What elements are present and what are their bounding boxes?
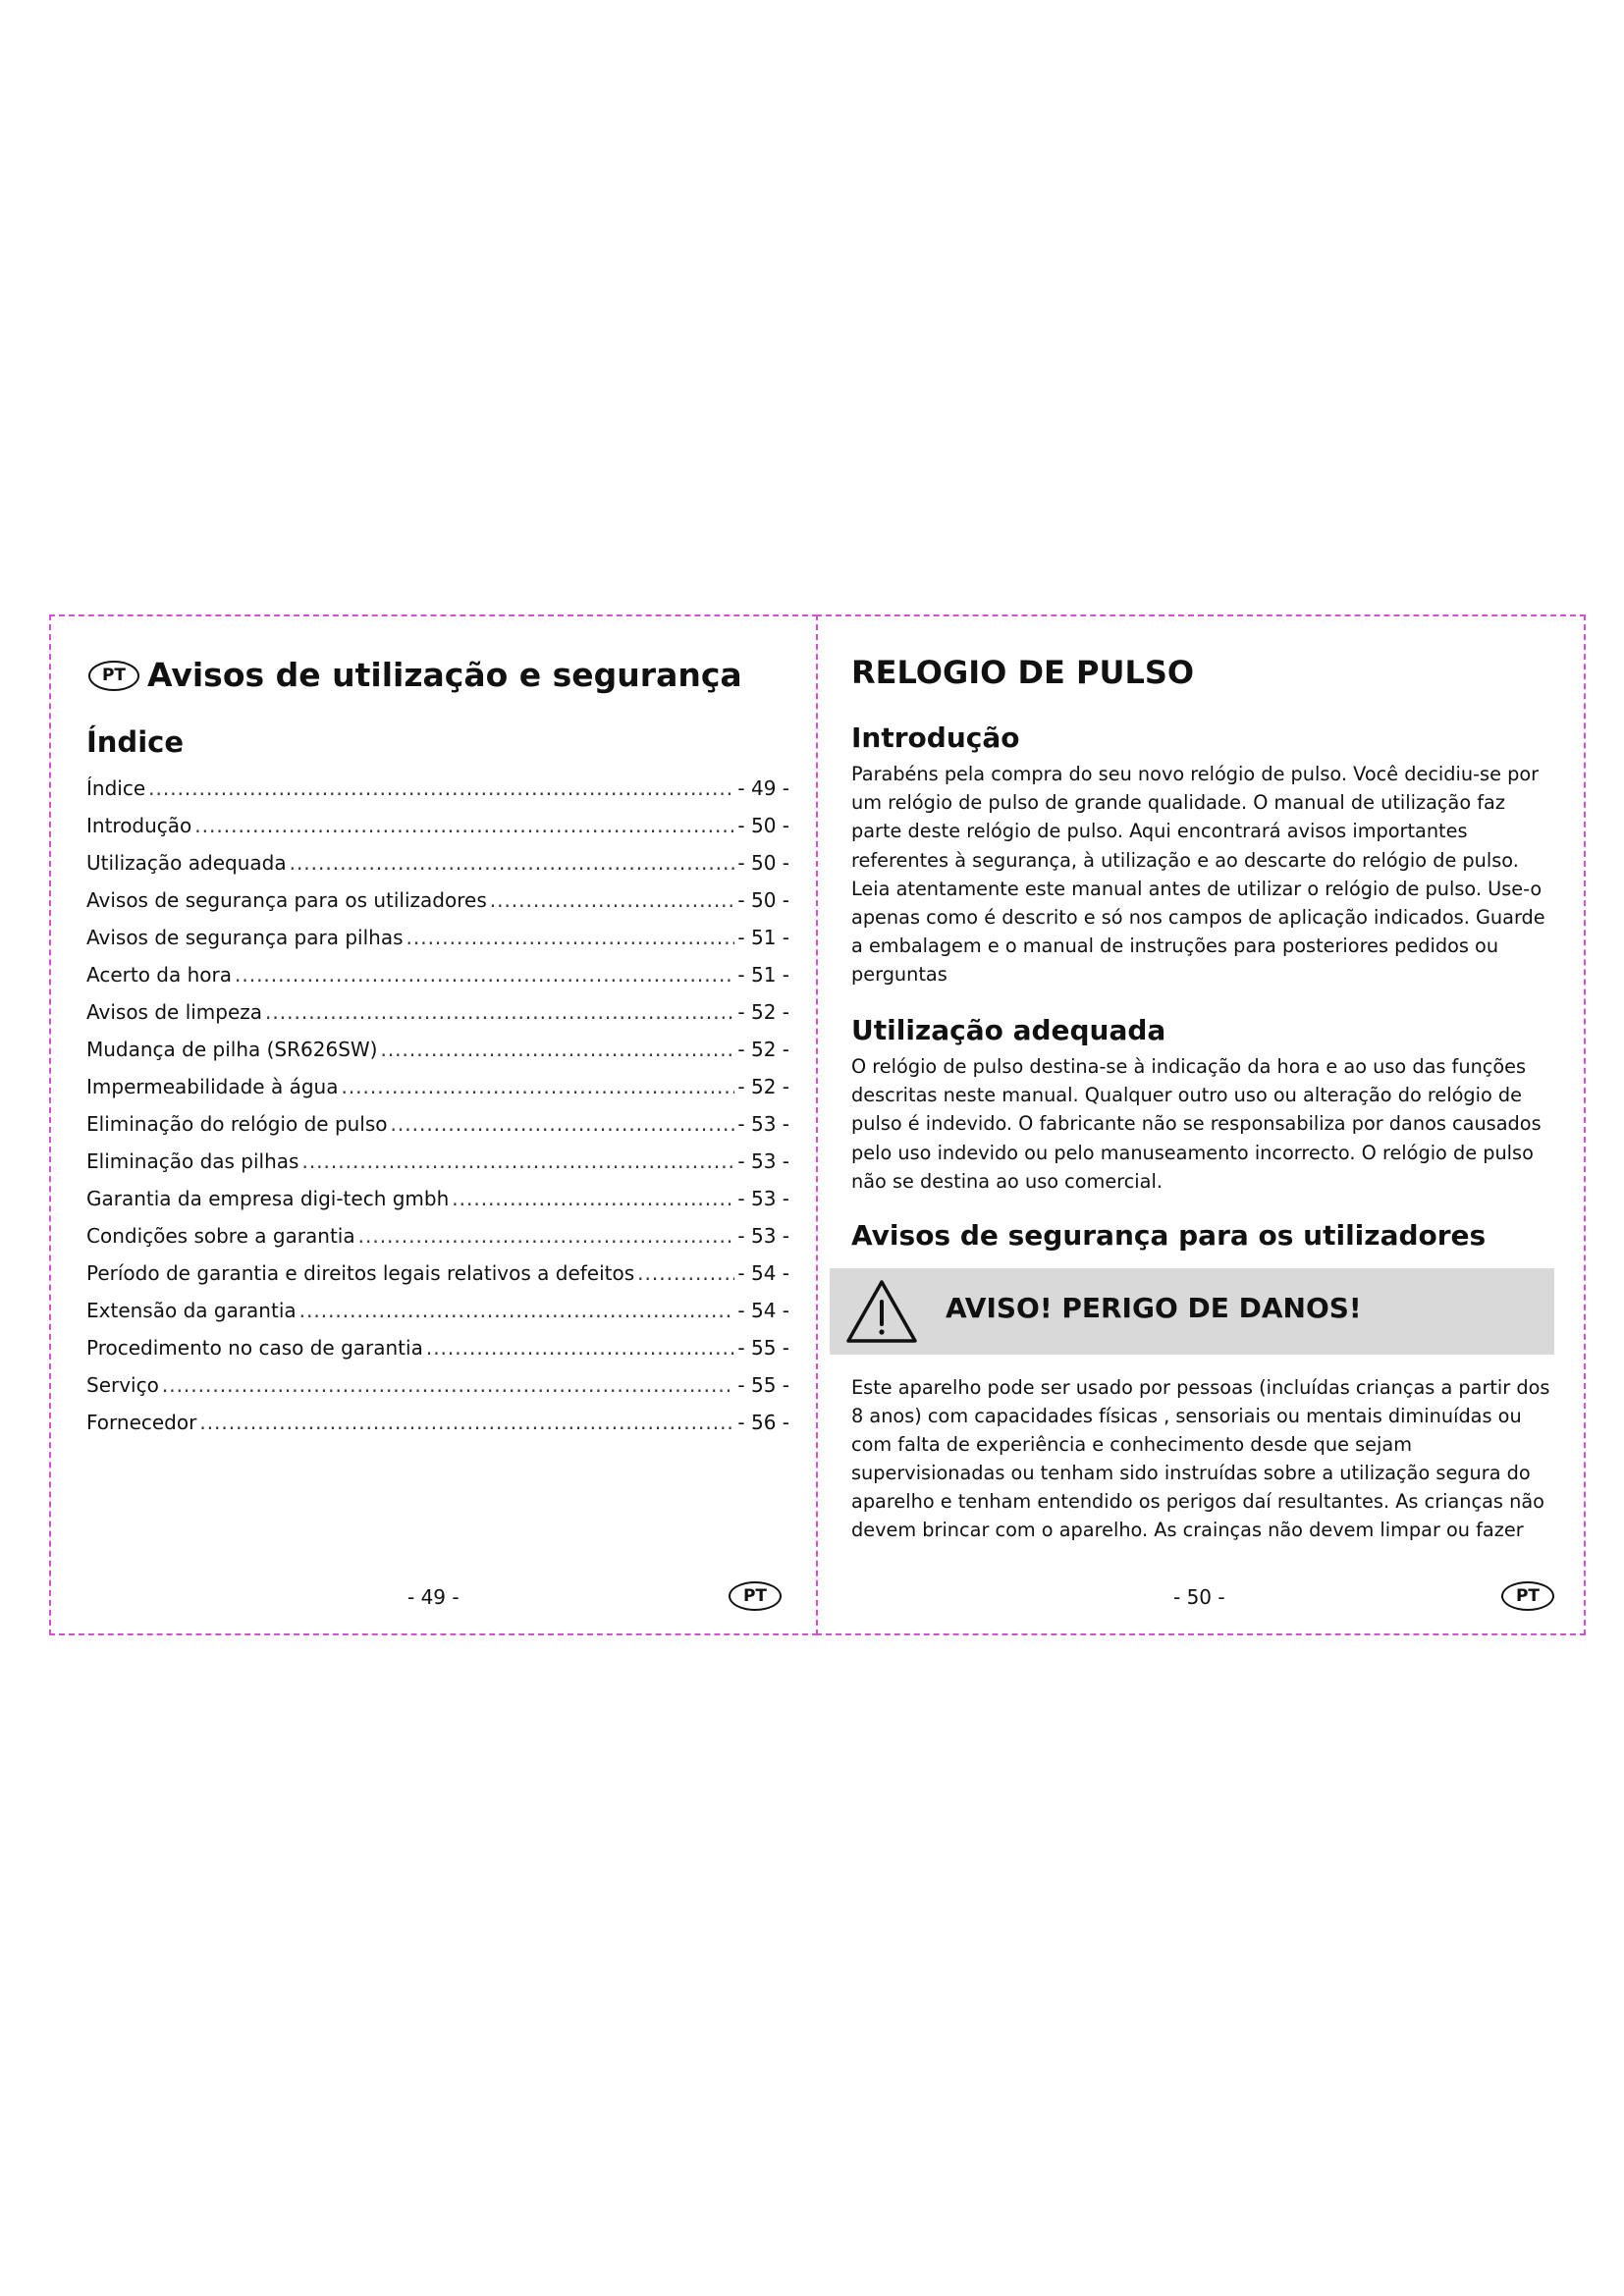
toc-entry-page: - 50 -	[737, 888, 789, 912]
toc-leader-dots	[637, 1255, 734, 1292]
toc-entry-page: - 53 -	[737, 1224, 789, 1248]
toc-leader-dots	[391, 1105, 735, 1143]
toc-entry-page: - 55 -	[737, 1373, 789, 1397]
toc-leader-dots	[299, 1292, 735, 1329]
toc-entry[interactable]	[86, 1031, 789, 1068]
toc-leader-dots	[194, 807, 734, 844]
toc-entry[interactable]	[86, 1292, 789, 1329]
footer-language-badge: PT	[1501, 1581, 1554, 1611]
document-title-text: Avisos de utilização e segurança	[147, 656, 742, 694]
toc-leader-dots	[426, 1329, 735, 1366]
toc-leader-dots	[235, 956, 734, 993]
toc-leader-dots	[301, 1143, 734, 1180]
toc-leader-dots	[148, 770, 734, 807]
toc-entry-title: Avisos de limpeza	[86, 1000, 263, 1024]
toc-entry-page: - 51 -	[737, 926, 789, 949]
toc-entry-title: Avisos de segurança para os utilizadores	[86, 888, 487, 912]
toc-entry-title: Acerto da hora	[86, 963, 232, 987]
product-title: RELOGIO DE PULSO	[851, 654, 1195, 691]
toc-entry-page: - 52 -	[737, 1000, 789, 1024]
toc-entry-title: Utilização adequada	[86, 851, 287, 875]
toc-entry-title: Índice	[86, 776, 146, 800]
warning-triangle-icon	[845, 1278, 918, 1345]
toc-entry-title: Período de garantia e direitos legais relativos a defeitos	[86, 1261, 635, 1285]
toc-leader-dots	[199, 1404, 734, 1441]
toc-leader-dots	[380, 1031, 734, 1068]
toc-entry[interactable]	[86, 844, 789, 881]
toc-leader-dots	[290, 844, 735, 881]
toc-leader-dots	[452, 1180, 734, 1217]
toc-entry-title: Serviço	[86, 1373, 159, 1397]
toc-leader-dots	[265, 993, 734, 1031]
safety-heading: Avisos de segurança para os utilizadores	[851, 1219, 1487, 1252]
warning-text: AVISO! PERIGO DE DANOS!	[946, 1292, 1362, 1324]
left-page	[49, 614, 818, 1635]
toc-entry[interactable]	[86, 807, 789, 844]
toc-entry[interactable]	[86, 1143, 789, 1180]
toc-entry[interactable]	[86, 1255, 789, 1292]
toc-entry-page: - 54 -	[737, 1299, 789, 1322]
toc-entry[interactable]	[86, 1404, 789, 1441]
toc-entry[interactable]	[86, 1329, 789, 1366]
usage-heading: Utilização adequada	[851, 1014, 1166, 1046]
toc-entry-page: - 53 -	[737, 1112, 789, 1136]
toc-entry-title: Impermeabilidade à água	[86, 1075, 339, 1098]
toc-entry-page: - 53 -	[737, 1187, 789, 1210]
right-page	[816, 614, 1586, 1635]
toc-entry-page: - 56 -	[737, 1411, 789, 1434]
page-number: - 50 -	[1173, 1585, 1225, 1609]
usage-paragraph: O relógio de pulso destina-se à indicação da hora e ao uso das funções descritas neste manual. Qualquer outro uso ou alteração do relógio de pulso é indevido. O fabricante não se responsabiliza por danos causados pelo uso indevido ou pelo manuseamento incorrecto. O relógio de pulso não se destina ao uso comercial.	[851, 1055, 1542, 1193]
introduction-paragraph: Parabéns pela compra do seu novo relógio de pulso. Você decidiu-se por um relógio de pulso de grande qualidade. O manual de utilização faz parte deste relógio de pulso. Aqui encontrará avisos importantes referentes à segurança, à utilização e ao descarte do relógio de pulso. Leia atentamente este manual antes de utilizar o relógio de pulso. Use-o apenas como é descrito e só nos campos de aplicação indicados. Guarde a embalagem e o manual de instruções para posteriores pedidos ou perguntas	[851, 763, 1545, 987]
toc-entry[interactable]	[86, 956, 789, 993]
toc-entry-page: - 49 -	[737, 776, 789, 800]
toc-entry[interactable]	[86, 1068, 789, 1105]
language-badge: PT	[88, 661, 139, 691]
toc-entry-page: - 50 -	[737, 814, 789, 837]
warning-paragraph: Este aparelho pode ser usado por pessoas (incluídas crianças a partir dos 8 anos) com capacidades físicas , sensoriais ou mentais diminuídas ou com falta de experiência e conhecimento desde que sejam supervisionadas ou tenham sido instruídas sobre a utilização segura do aparelho e tenham entendido os perigos daí resultantes. As crianças não devem brincar com o aparelho. As crainças não devem limpar ou fazer	[851, 1376, 1550, 1541]
toc-entry-title: Garantia da empresa digi-tech gmbh	[86, 1187, 450, 1210]
toc-entry-page: - 50 -	[737, 851, 789, 875]
table-of-contents	[86, 770, 789, 1441]
toc-entry-title: Introdução	[86, 814, 192, 837]
toc-entry-page: - 51 -	[737, 963, 789, 987]
toc-entry-title: Mudança de pilha (SR626SW)	[86, 1038, 378, 1061]
toc-leader-dots	[358, 1217, 735, 1255]
toc-leader-dots	[490, 881, 735, 919]
toc-entry-page: - 52 -	[737, 1075, 789, 1098]
toc-entry-page: - 55 -	[737, 1336, 789, 1360]
toc-leader-dots	[406, 919, 735, 956]
toc-entry-title: Eliminação do relógio de pulso	[86, 1112, 388, 1136]
toc-entry-title: Extensão da garantia	[86, 1299, 297, 1322]
toc-entry[interactable]	[86, 1366, 789, 1404]
toc-entry-title: Avisos de segurança para pilhas	[86, 926, 404, 949]
toc-entry-page: - 54 -	[737, 1261, 789, 1285]
toc-entry-page: - 53 -	[737, 1149, 789, 1173]
toc-entry-title: Procedimento no caso de garantia	[86, 1336, 423, 1360]
toc-entry[interactable]	[86, 993, 789, 1031]
toc-entry-page: - 52 -	[737, 1038, 789, 1061]
document-title	[88, 656, 742, 694]
toc-entry[interactable]	[86, 1180, 789, 1217]
toc-leader-dots	[162, 1366, 735, 1404]
toc-entry-title: Condições sobre a garantia	[86, 1224, 355, 1248]
page-number: - 49 -	[407, 1585, 460, 1609]
toc-entry[interactable]	[86, 881, 789, 919]
toc-entry-title: Eliminação das pilhas	[86, 1149, 299, 1173]
toc-entry[interactable]	[86, 1217, 789, 1255]
warning-box	[830, 1268, 1554, 1355]
toc-heading: Índice	[86, 725, 184, 759]
toc-entry-title: Fornecedor	[86, 1411, 197, 1434]
toc-entry[interactable]	[86, 1105, 789, 1143]
introduction-heading: Introdução	[851, 721, 1020, 754]
toc-leader-dots	[341, 1068, 734, 1105]
footer-language-badge: PT	[729, 1581, 782, 1611]
toc-entry[interactable]	[86, 919, 789, 956]
toc-entry[interactable]	[86, 770, 789, 807]
